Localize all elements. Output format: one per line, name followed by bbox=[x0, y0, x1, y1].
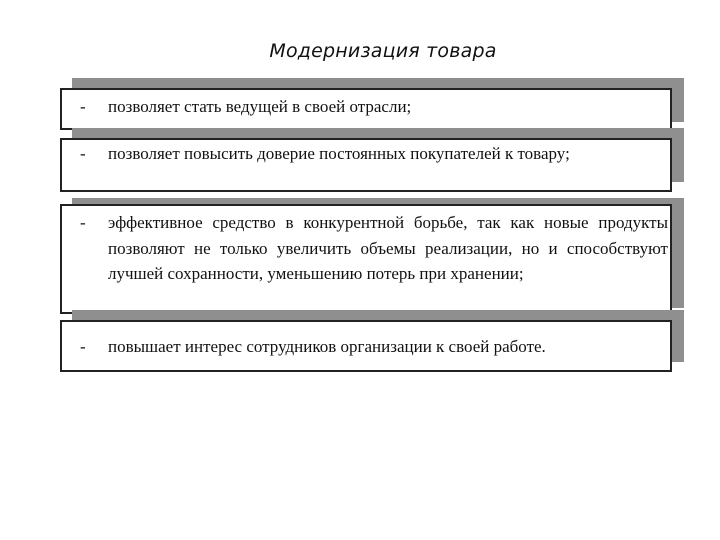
item-marker: - bbox=[80, 97, 86, 116]
item-text: повышает интерес сотрудников организации к своей работе. bbox=[108, 337, 546, 356]
item-text: эффективное средство в конкурентной борьбе, так как новые продукты позволяют не только увеличить объемы реализации, но и способствуют лучшей сохранности, уменьшению потерь при хранении; bbox=[108, 213, 668, 283]
list-item bbox=[60, 138, 672, 192]
item-text: позволяет повысить доверие постоянных покупателей к товару; bbox=[108, 144, 570, 163]
item-text: позволяет стать ведущей в своей отрасли; bbox=[108, 97, 412, 116]
page-title: Модернизация товара bbox=[269, 40, 497, 62]
item-marker: - bbox=[80, 337, 86, 356]
list-item bbox=[60, 204, 672, 314]
item-marker: - bbox=[80, 144, 86, 163]
list-item bbox=[60, 88, 672, 130]
list-item bbox=[60, 320, 672, 372]
item-marker: - bbox=[80, 213, 86, 232]
